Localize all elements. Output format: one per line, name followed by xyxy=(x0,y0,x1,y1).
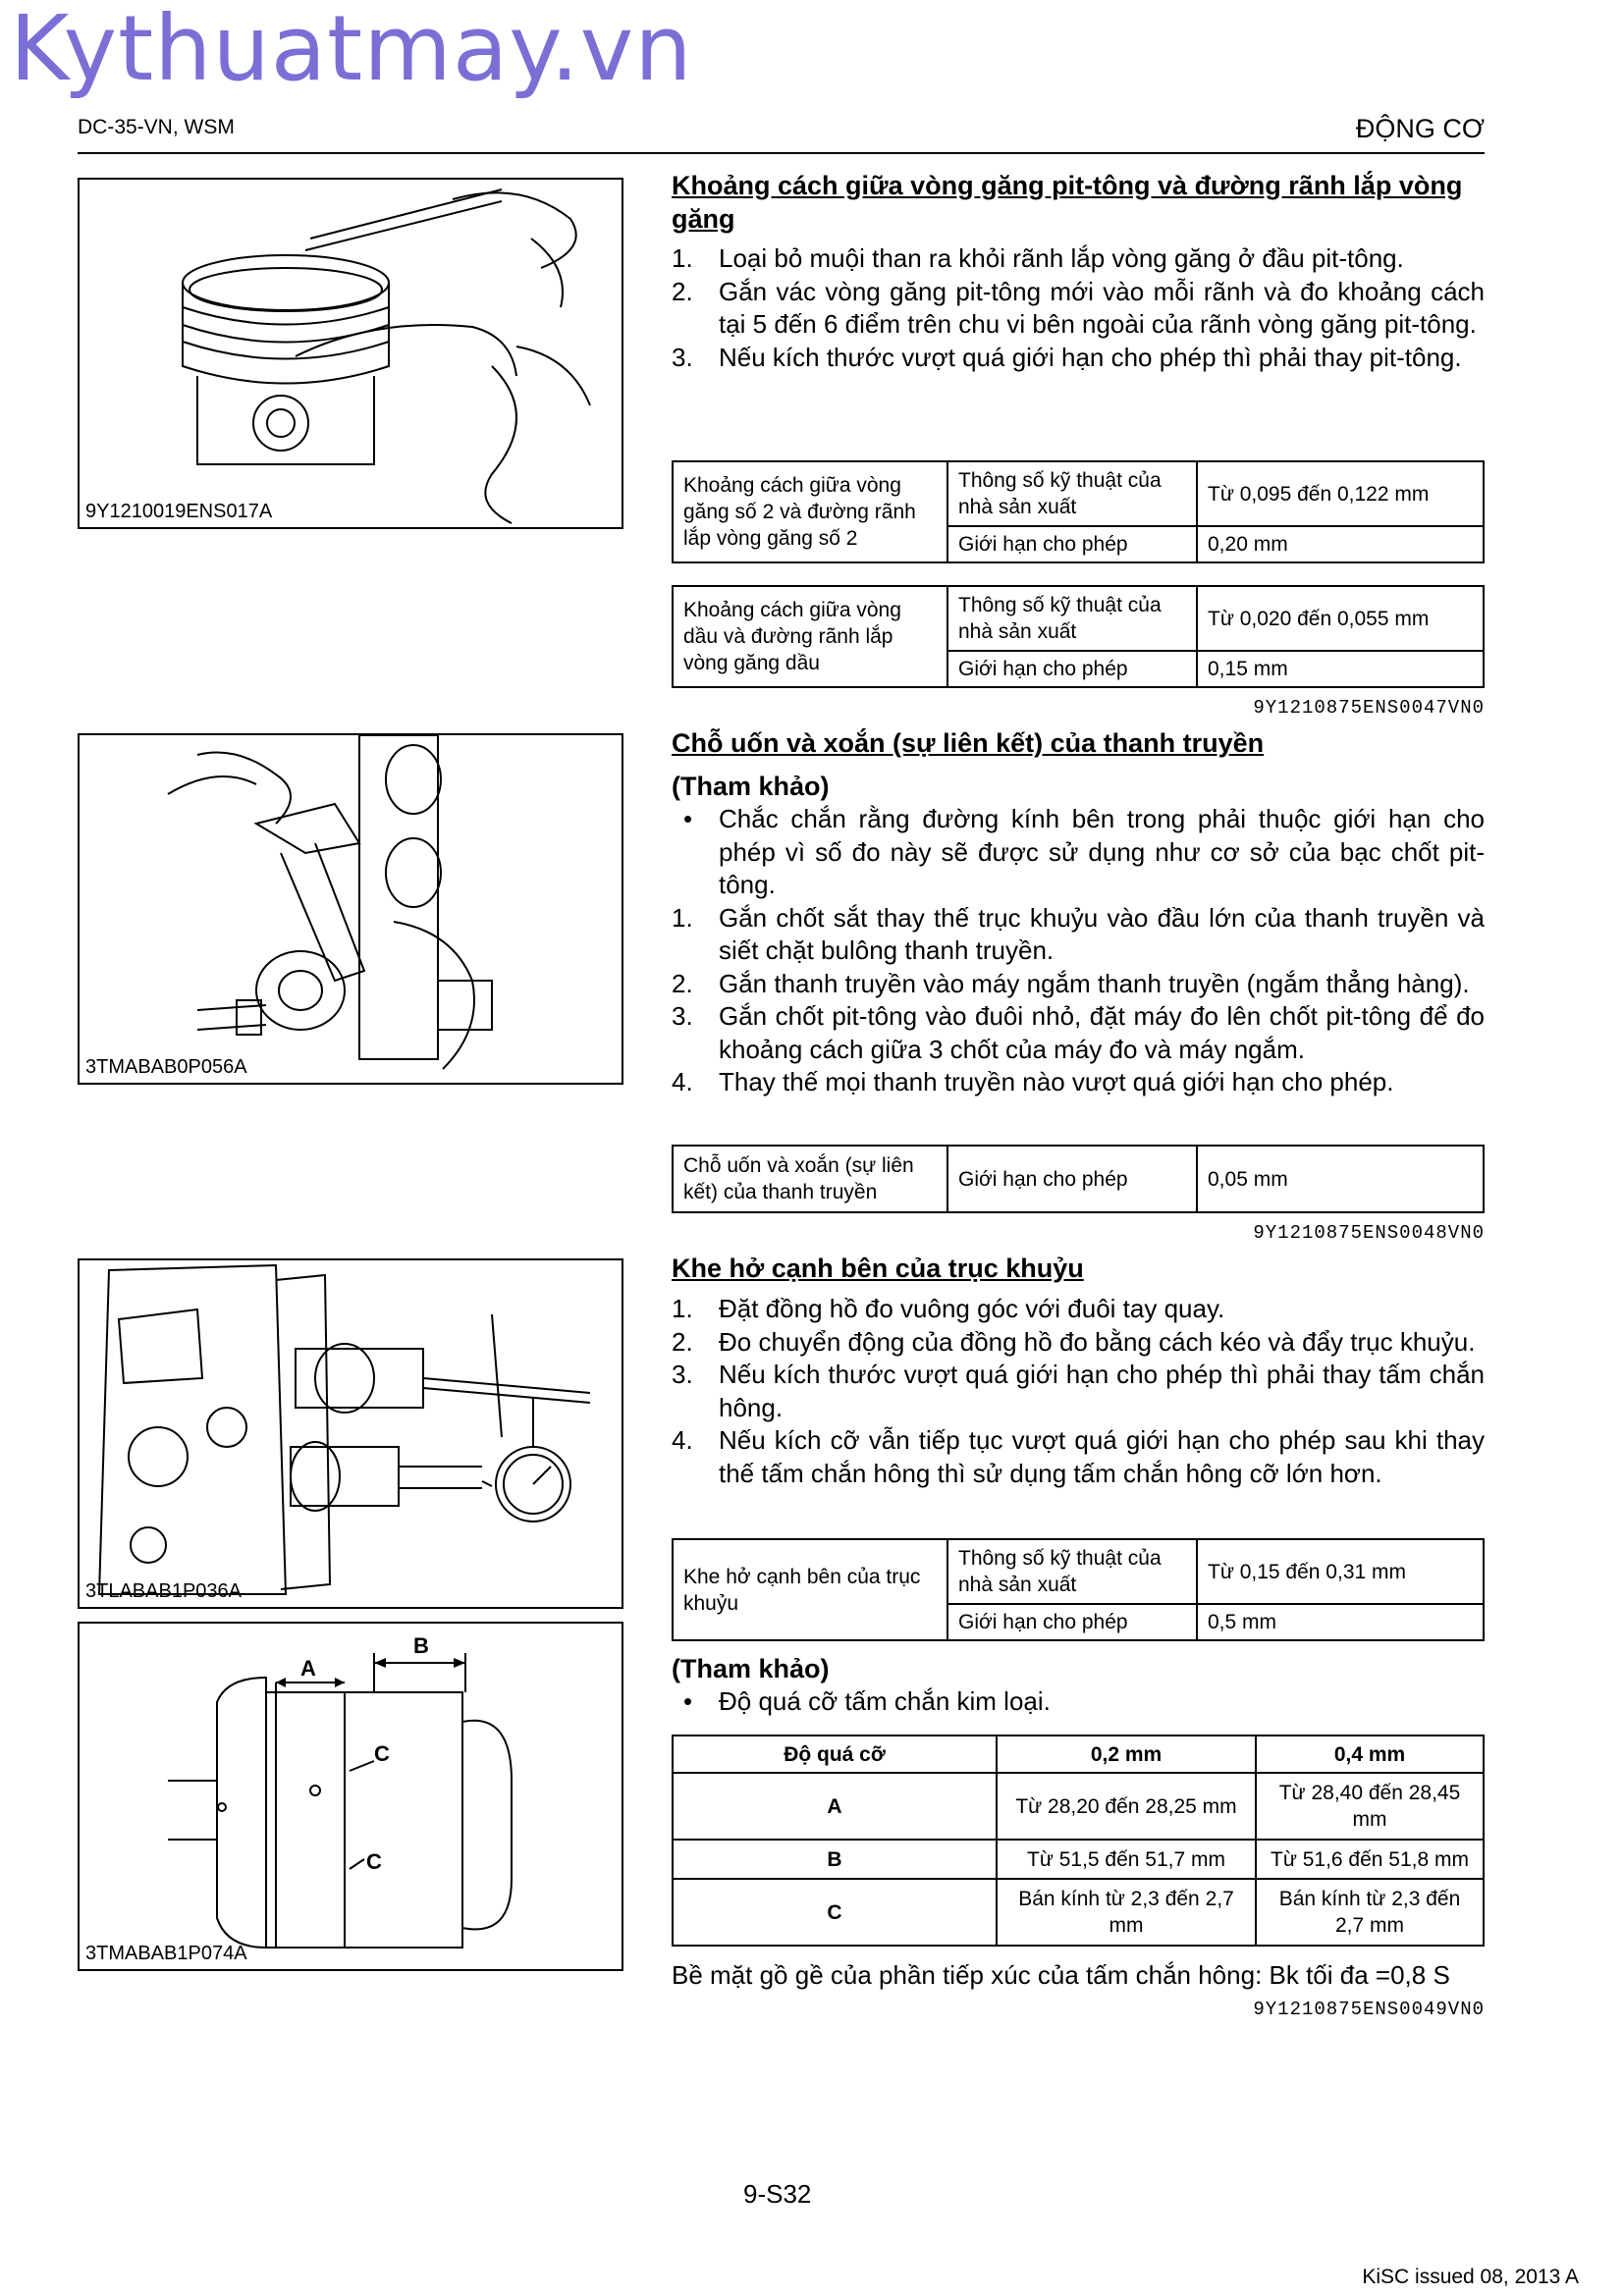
step-item xyxy=(672,1293,1485,1326)
step-text: Nếu kích thước vượt quá giới hạn cho phép thì phải thay tấm chắn hông. xyxy=(719,1360,1485,1422)
section-title: Chỗ uốn và xoắn (sự liên kết) của thanh truyền xyxy=(672,728,1265,758)
bullet-item xyxy=(672,803,1485,902)
step-item xyxy=(672,342,1485,375)
oversize-cell: Bán kính từ 2,3 đến 2,7 mm xyxy=(997,1879,1256,1946)
watermark: Kythuatmay.vn xyxy=(10,0,693,101)
step-number: 4. xyxy=(672,1067,693,1096)
step-text: Đặt đồng hồ đo vuông góc với đuôi tay quay. xyxy=(719,1294,1225,1323)
step-number: 3. xyxy=(672,342,693,372)
step-number: 4. xyxy=(672,1425,693,1455)
spec-value: Từ 0,095 đến 0,122 mm xyxy=(1197,461,1484,526)
limit-value: 0,05 mm xyxy=(1197,1146,1484,1212)
step-text: Loại bỏ muội than ra khỏi rãnh lắp vòng găng ở đầu pit-tông. xyxy=(719,243,1404,273)
oversize-cell: Từ 51,6 đến 51,8 mm xyxy=(1256,1840,1484,1879)
section-title: Khoảng cách giữa vòng găng pit-tông và đường rãnh lắp vòng găng xyxy=(672,171,1463,234)
oversize-header: 0,4 mm xyxy=(1256,1735,1484,1773)
figure-label: 3TLABAB1P036A xyxy=(85,1580,242,1602)
figure-connecting-rod-alignment xyxy=(78,733,623,1085)
limit-label: Giới hạn cho phép xyxy=(947,1604,1197,1640)
step-number: 2. xyxy=(672,276,693,306)
surface-roughness-note: Bề mặt gồ gề của phần tiếp xúc của tấm chắn hông: Bk tối đa =0,8 S xyxy=(672,1960,1450,1990)
step-text: Gắn chốt sắt thay thế trục khuỷu vào đầu lớn của thanh truyền và siết chặt bulông thanh truyền. xyxy=(719,902,1485,965)
spec-item: Khoảng cách giữa vòng dầu và đường rãnh lắp vòng găng dầu xyxy=(673,586,947,687)
bullet-list xyxy=(672,1685,1485,1719)
step-number: 1. xyxy=(672,243,693,273)
figure-crankshaft-side-clearance xyxy=(78,1258,623,1609)
spec-label: Thông số kỹ thuật của nhà sản xuất xyxy=(947,461,1197,526)
document-code: 9Y1210875ENS0049VN0 xyxy=(1253,1999,1485,2020)
footer-issue: KiSC issued 08, 2013 A xyxy=(1362,2266,1579,2288)
step-item xyxy=(672,968,1485,1001)
section-crankshaft-side-clearance xyxy=(672,1252,1485,1490)
section-rod-alignment xyxy=(672,726,1485,1099)
dimension-c-label-bottom: C xyxy=(366,1849,382,1874)
bullet-item xyxy=(672,1685,1485,1719)
step-item xyxy=(672,1326,1485,1360)
step-item xyxy=(672,242,1485,276)
bullet-mark: • xyxy=(683,1686,693,1716)
limit-label: Giới hạn cho phép xyxy=(947,651,1197,687)
oversize-table xyxy=(672,1735,1485,1947)
oversize-header: Độ quá cỡ xyxy=(673,1735,997,1773)
oversize-cell: Từ 28,20 đến 28,25 mm xyxy=(997,1773,1256,1840)
spec-item: Khe hở cạnh bên của trục khuỷu xyxy=(673,1539,947,1640)
crankshaft-dimension-diagram xyxy=(80,1624,622,1969)
document-code: 9Y1210875ENS0047VN0 xyxy=(1253,697,1485,719)
steps-list xyxy=(672,242,1485,374)
step-number: 2. xyxy=(672,1326,693,1357)
document-code: 9Y1210875ENS0048VN0 xyxy=(1253,1222,1485,1244)
step-number: 3. xyxy=(672,1001,693,1031)
step-text: Gắn thanh truyền vào máy ngắm thanh truyền (ngắm thẳng hàng). xyxy=(719,968,1470,998)
limit-value: 0,15 mm xyxy=(1197,651,1484,687)
step-number: 3. xyxy=(672,1360,693,1389)
header-divider xyxy=(78,152,1485,154)
step-text: Gắn chốt pit-tông vào đuôi nhỏ, đặt máy đo lên chốt pit-tông để đo khoảng cách giữa 3 chốt của máy đo và máy ngắm. xyxy=(719,1001,1485,1064)
figure-thrust-washer-dimensions xyxy=(78,1622,623,1971)
oversize-row-label: B xyxy=(673,1840,997,1879)
figure-label: 9Y1210019ENS017A xyxy=(85,501,273,522)
limit-label: Giới hạn cho phép xyxy=(947,526,1197,562)
limit-value: 0,5 mm xyxy=(1197,1604,1484,1640)
limit-label: Giới hạn cho phép xyxy=(947,1146,1197,1212)
step-text: Nếu kích cỡ vẫn tiếp tục vượt quá giới hạn cho phép sau khi thay thế tấm chắn hông thì sử dụng tấm chắn hông cỡ lớn hơn. xyxy=(719,1425,1485,1488)
dial-gauge-illustration xyxy=(80,1260,622,1607)
rod-aligner-illustration xyxy=(80,735,622,1083)
spec-value: Từ 0,15 đến 0,31 mm xyxy=(1197,1539,1484,1604)
spec-label: Thông số kỹ thuật của nhà sản xuất xyxy=(947,586,1197,651)
header-doc-code: DC-35-VN, WSM xyxy=(78,116,235,138)
step-text: Nếu kích thước vượt quá giới hạn cho phép thì phải thay pit-tông. xyxy=(719,342,1462,372)
step-item xyxy=(672,1000,1485,1066)
spec-table-oil-ring xyxy=(672,585,1485,688)
page-number: 9-S32 xyxy=(743,2179,812,2209)
steps-list xyxy=(672,1293,1485,1490)
spec-table-second-ring xyxy=(672,460,1485,563)
bullet-mark: • xyxy=(683,804,693,833)
reference-block xyxy=(672,1652,1485,1719)
step-number: 2. xyxy=(672,968,693,998)
step-item xyxy=(672,1359,1485,1424)
step-item xyxy=(672,902,1485,968)
spec-table-crankshaft-side-clearance xyxy=(672,1538,1485,1641)
step-text: Đo chuyển động của đồng hồ đo bằng cách kéo và đẩy trục khuỷu. xyxy=(719,1326,1476,1357)
section-title: Khe hở cạnh bên của trục khuỷu xyxy=(672,1254,1084,1283)
step-item xyxy=(672,1424,1485,1490)
step-item xyxy=(672,1066,1485,1099)
piston-ring-illustration xyxy=(80,180,622,527)
reference-heading: (Tham khảo) xyxy=(672,1654,830,1683)
oversize-header: 0,2 mm xyxy=(997,1735,1256,1773)
spec-item: Chỗ uốn và xoắn (sự liên kết) của thanh truyền xyxy=(673,1146,947,1212)
bullet-text: Độ quá cỡ tấm chắn kim loại. xyxy=(719,1686,1051,1716)
spec-label: Thông số kỹ thuật của nhà sản xuất xyxy=(947,1539,1197,1604)
figure-piston-ring-gap xyxy=(78,178,623,529)
oversize-cell: Từ 51,5 đến 51,7 mm xyxy=(997,1840,1256,1879)
step-number: 1. xyxy=(672,902,693,933)
dimension-a-label: A xyxy=(300,1656,316,1681)
spec-table-rod-alignment xyxy=(672,1145,1485,1213)
steps-list xyxy=(672,803,1485,1099)
oversize-cell: Bán kính từ 2,3 đến 2,7 mm xyxy=(1256,1879,1484,1946)
oversize-row-label: C xyxy=(673,1879,997,1946)
step-item xyxy=(672,276,1485,342)
step-number: 1. xyxy=(672,1294,693,1323)
oversize-row-label: A xyxy=(673,1773,997,1840)
step-text: Gắn vác vòng găng pit-tông mới vào mỗi rãnh và đo khoảng cách tại 5 đến 6 điểm trên chu vi bên ngoài của rãnh vòng găng pit-tông. xyxy=(719,276,1485,339)
step-text: Thay thế mọi thanh truyền nào vượt quá giới hạn cho phép. xyxy=(719,1067,1394,1096)
limit-value: 0,20 mm xyxy=(1197,526,1484,562)
dimension-c-label-top: C xyxy=(374,1741,390,1766)
dimension-b-label: B xyxy=(413,1633,429,1658)
spec-item: Khoảng cách giữa vòng găng số 2 và đường rãnh lắp vòng găng số 2 xyxy=(673,461,947,562)
oversize-cell: Từ 28,40 đến 28,45 mm xyxy=(1256,1773,1484,1840)
bullet-text: Chắc chắn rằng đường kính bên trong phải thuộc giới hạn cho phép vì số đo này sẽ được sử dụng như cơ sở của bạc chốt pit-tông. xyxy=(719,804,1485,899)
reference-heading: (Tham khảo) xyxy=(672,772,830,801)
spec-value: Từ 0,020 đến 0,055 mm xyxy=(1197,586,1484,651)
figure-label: 3TMABAB1P074A xyxy=(85,1943,247,1964)
figure-label: 3TMABAB0P056A xyxy=(85,1056,247,1078)
header-chapter: ĐỘNG CƠ xyxy=(1355,114,1485,143)
section-ring-groove-clearance xyxy=(672,169,1485,374)
